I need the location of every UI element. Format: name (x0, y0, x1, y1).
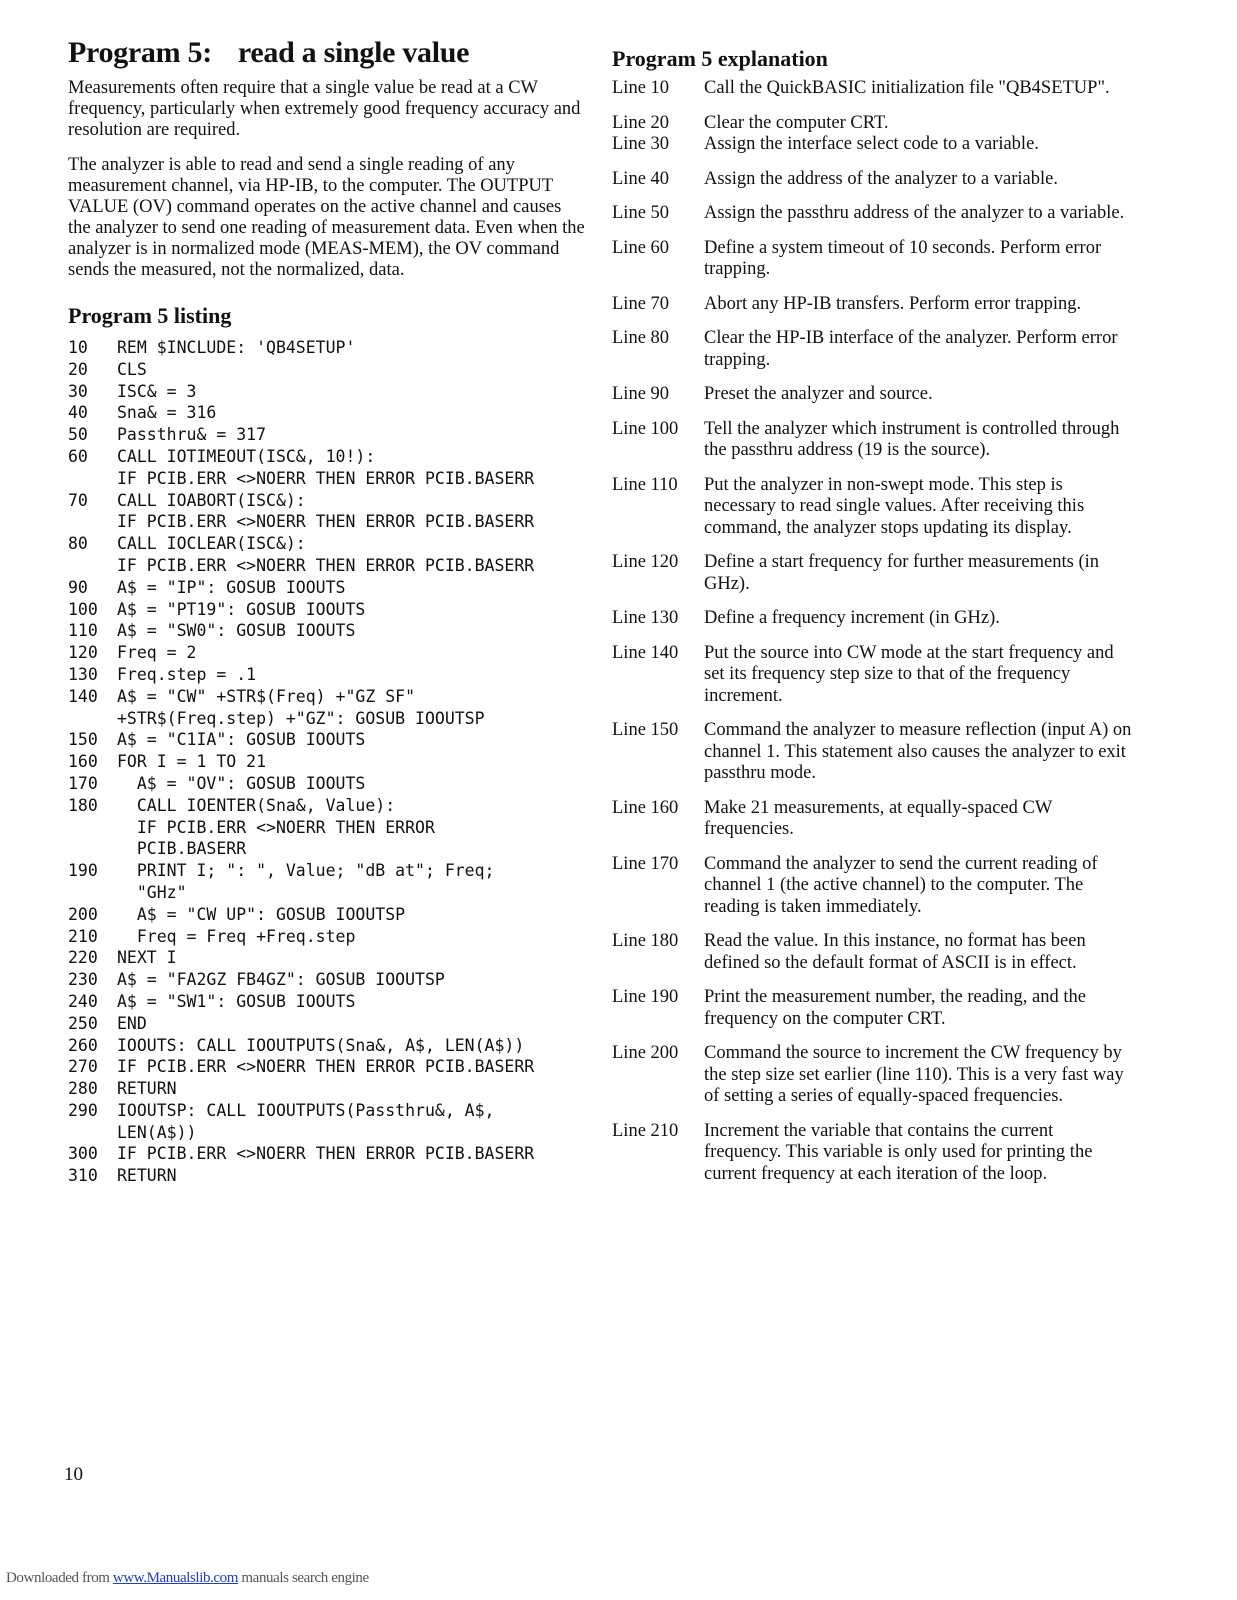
code-line (68, 882, 588, 904)
explanation-row (612, 384, 1132, 406)
manualslib-link[interactable]: www.Manualslib.com (112, 1570, 239, 1586)
explanation-text: Put the analyzer in non-swept mode. This step is necessary to read single values. After receiving this command, the analyzer stops updating its display. (704, 474, 1085, 538)
code-line-text: CALL IOTIMEOUT(ISC&, 10!): (117, 446, 376, 466)
explanation-list (612, 78, 1132, 1185)
code-line (68, 904, 588, 926)
explanation-row (612, 203, 1132, 225)
code-line (68, 751, 588, 773)
code-line (68, 1056, 588, 1078)
code-line (68, 838, 588, 860)
code-line (68, 1143, 588, 1165)
code-line-text: END (117, 1013, 147, 1033)
explanation-text: Clear the HP-IB interface of the analyzer. Perform error trapping. (704, 328, 1118, 370)
code-line-number: 190 (68, 861, 98, 881)
code-line-number (68, 511, 117, 533)
code-line (68, 773, 588, 795)
code-line-number: 80 (68, 534, 88, 554)
code-line-text: REM $INCLUDE: 'QB4SETUP' (117, 338, 356, 357)
code-line-number: 200 (68, 904, 98, 924)
explanation-row (612, 552, 1132, 595)
explanation-heading: Program 5 explanation (612, 46, 828, 71)
code-line-text: LEN(A$)) (117, 1122, 197, 1142)
code-line-number: 260 (68, 1035, 98, 1055)
code-line-number: 230 (68, 970, 98, 990)
explanation-line-label: Line 130 (612, 608, 679, 628)
page-number: 10 (64, 1464, 83, 1485)
code-line-text: FOR I = 1 TO 21 (117, 752, 267, 772)
code-line-number (68, 817, 117, 839)
explanation-text: Command the source to increment the CW frequency by the step size set earlier (line 110). This is a very fast way of setting a series of equally-spaced frequencies. (704, 1043, 1124, 1106)
code-line-number: 40 (68, 403, 88, 423)
code-line (68, 490, 588, 512)
explanation-text: Preset the analyzer and source. (704, 384, 933, 404)
code-line-number: 20 (68, 359, 88, 379)
code-line (68, 381, 588, 403)
explanation-line-label: Line 80 (612, 328, 670, 348)
explanation-row (612, 294, 1132, 316)
code-line-text: A$ = "OV": GOSUB IOOUTS (117, 773, 366, 793)
code-line-text: A$ = "CW UP": GOSUB IOOUTSP (117, 904, 406, 924)
code-line-number: 300 (68, 1144, 98, 1164)
explanation-text: Assign the address of the analyzer to a variable. (704, 168, 1058, 189)
download-footer (6, 1570, 369, 1587)
explanation-line-label: Line 120 (612, 552, 679, 572)
code-line-text: Freq.step = .1 (117, 664, 257, 684)
explanation-line-label: Line 170 (612, 853, 679, 874)
code-line-number (68, 1122, 117, 1144)
code-line-text: Freq = Freq +Freq.step (117, 926, 356, 946)
code-line-number: 240 (68, 991, 98, 1011)
footer-prefix: Downloaded from (6, 1570, 113, 1586)
explanation-line-label: Line 190 (612, 987, 679, 1007)
code-line-number: 220 (68, 948, 98, 968)
code-line-number: 250 (68, 1013, 98, 1033)
explanation-row (612, 987, 1132, 1030)
code-line-number: 10 (68, 338, 88, 357)
code-line (68, 599, 588, 621)
code-line-number: 130 (68, 664, 98, 684)
code-line-text: CALL IOABORT(ISC&): (117, 490, 306, 510)
code-line-text: CLS (117, 359, 147, 379)
explanation-text: Command the analyzer to measure reflection (input A) on channel 1. This statement also causes the analyzer to exit passthru mode. (704, 720, 1132, 783)
code-line-text: "GHz" (117, 882, 187, 902)
explanation-row (612, 643, 1132, 708)
code-line-text: Passthru& = 317 (117, 425, 267, 445)
explanation-text: Make 21 measurements, at equally-spaced CW frequencies. (704, 797, 1052, 839)
code-line-text: IF PCIB.ERR <>NOERR THEN ERROR PCIB.BASERR (117, 555, 535, 575)
explanation-line-label: Line 110 (612, 474, 678, 495)
code-line-text: NEXT I (117, 948, 177, 968)
code-line-text: IOOUTS: CALL IOOUTPUTS(Sna&, A$, LEN(A$)) (117, 1035, 525, 1055)
left-column (68, 36, 588, 1187)
explanation-row (612, 1121, 1132, 1186)
code-line-text: ISC& = 3 (117, 381, 197, 401)
explanation-row (612, 798, 1132, 841)
code-line-text: A$ = "SW0": GOSUB IOOUTS (117, 621, 356, 641)
explanation-line-label: Line 90 (612, 384, 670, 404)
explanation-row (612, 78, 1132, 100)
code-line-number: 50 (68, 425, 88, 445)
explanation-text: Clear the computer CRT. (704, 112, 889, 133)
code-line (68, 1165, 588, 1187)
code-line-text: IF PCIB.ERR <>NOERR THEN ERROR PCIB.BASERR (117, 1144, 535, 1164)
code-line-number: 160 (68, 752, 98, 772)
code-line-text: A$ = "CW" +STR$(Freq) +"GZ SF" (117, 686, 416, 706)
explanation-row (612, 475, 1132, 540)
code-line (68, 991, 588, 1013)
code-line (68, 1013, 588, 1035)
explanation-text: Abort any HP-IB transfers. Perform error trapping. (704, 293, 1082, 314)
code-line-number (68, 468, 117, 490)
explanation-line-label: Line 70 (612, 293, 670, 314)
explanation-row (612, 169, 1132, 191)
program-listing (68, 337, 588, 1187)
code-line-text: CALL IOCLEAR(ISC&): (117, 534, 306, 554)
code-line (68, 1100, 588, 1122)
code-line-number: 180 (68, 795, 98, 815)
code-line (68, 620, 588, 642)
explanation-line-label: Line 20 (612, 112, 670, 133)
code-line-number: 70 (68, 490, 88, 510)
explanation-line-label: Line 40 (612, 168, 670, 189)
code-line (68, 926, 588, 948)
explanation-text: Tell the analyzer which instrument is controlled through the passthru address (19 is the source). (704, 418, 1120, 460)
code-line-number: 310 (68, 1166, 98, 1186)
code-line-text: A$ = "SW1": GOSUB IOOUTS (117, 991, 356, 1011)
code-line (68, 468, 588, 490)
code-line (68, 708, 588, 730)
code-line (68, 795, 588, 817)
explanation-line-label: Line 50 (612, 203, 670, 223)
code-line-number: 140 (68, 686, 98, 706)
code-line (68, 533, 588, 555)
footer-suffix: manuals search engine (238, 1570, 369, 1586)
code-line (68, 686, 588, 708)
code-line-text: IF PCIB.ERR <>NOERR THEN ERROR PCIB.BASERR (117, 468, 535, 488)
code-line (68, 337, 588, 359)
explanation-row (612, 720, 1132, 785)
explanation-row (612, 328, 1132, 371)
explanation-text: Assign the interface select code to a variable. (704, 134, 1039, 154)
code-line (68, 947, 588, 969)
explanation-line-label: Line 210 (612, 1120, 679, 1141)
code-line-text: PCIB.BASERR (117, 839, 247, 859)
code-line-number: 270 (68, 1057, 98, 1077)
explanation-text: Assign the passthru address of the analyzer to a variable. (704, 203, 1125, 223)
explanation-row (612, 134, 1132, 156)
explanation-row (612, 113, 1132, 135)
code-line-text: A$ = "FA2GZ FB4GZ": GOSUB IOOUTSP (117, 970, 445, 990)
explanation-text: Define a system timeout of 10 seconds. Perform error trapping. (704, 237, 1102, 279)
code-line-number: 90 (68, 577, 88, 597)
listing-heading: Program 5 listing (68, 303, 232, 328)
code-line (68, 402, 588, 424)
page-title (68, 36, 588, 70)
explanation-row (612, 1043, 1132, 1108)
code-line (68, 969, 588, 991)
code-line-text: A$ = "PT19": GOSUB IOOUTS (117, 599, 366, 619)
explanation-row (612, 931, 1132, 974)
explanation-row (612, 854, 1132, 919)
code-line-number (68, 555, 117, 577)
code-line-text: RETURN (117, 1166, 177, 1186)
code-line-text: IOOUTSP: CALL IOOUTPUTS(Passthru&, A$, (117, 1100, 495, 1120)
explanation-line-label: Line 100 (612, 418, 679, 439)
explanation-text: Command the analyzer to send the current reading of channel 1 (the active channel) to the computer. The reading is taken immediately. (704, 853, 1098, 917)
code-line-number: 120 (68, 643, 98, 663)
code-line-text: +STR$(Freq.step) +"GZ": GOSUB IOOUTSP (117, 708, 485, 728)
code-line (68, 424, 588, 446)
code-line-number: 280 (68, 1079, 98, 1099)
code-line-text: IF PCIB.ERR <>NOERR THEN ERROR PCIB.BASERR (117, 1057, 535, 1077)
explanation-text: Increment the variable that contains the current frequency. This variable is only used for printing the current frequency at each iteration of the loop. (704, 1120, 1093, 1184)
code-line-number: 60 (68, 446, 88, 466)
code-line (68, 817, 588, 839)
explanation-line-label: Line 200 (612, 1043, 679, 1063)
code-line-text: PRINT I; ": ", Value; "dB at"; Freq; (117, 861, 495, 881)
explanation-line-label: Line 30 (612, 134, 670, 154)
explanation-line-label: Line 140 (612, 642, 679, 663)
code-line-text: A$ = "C1IA": GOSUB IOOUTS (117, 730, 366, 750)
explanation-line-label: Line 180 (612, 931, 679, 951)
explanation-line-label: Line 60 (612, 237, 670, 258)
code-line-number: 150 (68, 730, 98, 750)
code-line (68, 1078, 588, 1100)
code-line (68, 664, 588, 686)
title-name: read a single value (237, 36, 470, 69)
explanation-line-label: Line 150 (612, 720, 679, 740)
code-line-text: A$ = "IP": GOSUB IOOUTS (117, 577, 346, 597)
code-line-number: 30 (68, 381, 88, 401)
explanation-text: Define a frequency increment (in GHz). (704, 608, 1000, 628)
code-line-number: 210 (68, 926, 98, 946)
code-line-number (68, 838, 117, 860)
explanation-text: Read the value. In this instance, no format has been defined so the default format of ASCII is in effect. (704, 931, 1086, 973)
title-program: Program 5: (68, 36, 212, 69)
explanation-line-label: Line 10 (612, 78, 670, 98)
explanation-text: Call the QuickBASIC initialization file "QB4SETUP". (704, 78, 1110, 98)
explanation-text: Put the source into CW mode at the start frequency and set its frequency step size to that of the frequency increment. (704, 642, 1114, 706)
code-line-number: 110 (68, 621, 98, 641)
code-line (68, 577, 588, 599)
code-line-text: Sna& = 316 (117, 403, 217, 423)
code-line-number: 170 (68, 773, 98, 793)
code-line-text: IF PCIB.ERR <>NOERR THEN ERROR (117, 817, 435, 837)
code-line (68, 1122, 588, 1144)
right-column (612, 46, 1132, 1185)
code-line-text: IF PCIB.ERR <>NOERR THEN ERROR PCIB.BASERR (117, 512, 535, 532)
code-line-text: RETURN (117, 1079, 177, 1099)
code-line-number (68, 708, 117, 730)
explanation-row (612, 608, 1132, 630)
code-line-number: 290 (68, 1100, 98, 1120)
code-line (68, 511, 588, 533)
code-line (68, 860, 588, 882)
code-line (68, 642, 588, 664)
code-line-number (68, 882, 117, 904)
explanation-text: Define a start frequency for further measurements (in GHz). (704, 552, 1100, 594)
code-line (68, 555, 588, 577)
code-line (68, 1035, 588, 1057)
code-line-number: 100 (68, 599, 98, 619)
explanation-row (612, 419, 1132, 462)
code-line (68, 729, 588, 751)
explanation-text: Print the measurement number, the reading, and the frequency on the computer CRT. (704, 987, 1086, 1029)
explanation-line-label: Line 160 (612, 797, 679, 818)
intro-paragraph-1: Measurements often require that a single value be read at a CW frequency, particularly when extremely good frequency accuracy and resolution are required. (68, 78, 581, 140)
code-line-text: Freq = 2 (117, 643, 197, 663)
intro-paragraph-2: The analyzer is able to read and send a single reading of any measurement channel, via HP-IB, to the computer. The OUTPUT VALUE (OV) command operates on the active channel and causes the analyzer to send one reading of measurement data. Even when the analyzer is in normalized mode (MEAS-MEM), the OV command sends the measured, not the normalized, data. (68, 155, 585, 280)
code-line (68, 359, 588, 381)
code-line (68, 446, 588, 468)
code-line-text: CALL IOENTER(Sna&, Value): (117, 795, 396, 815)
explanation-row (612, 238, 1132, 281)
